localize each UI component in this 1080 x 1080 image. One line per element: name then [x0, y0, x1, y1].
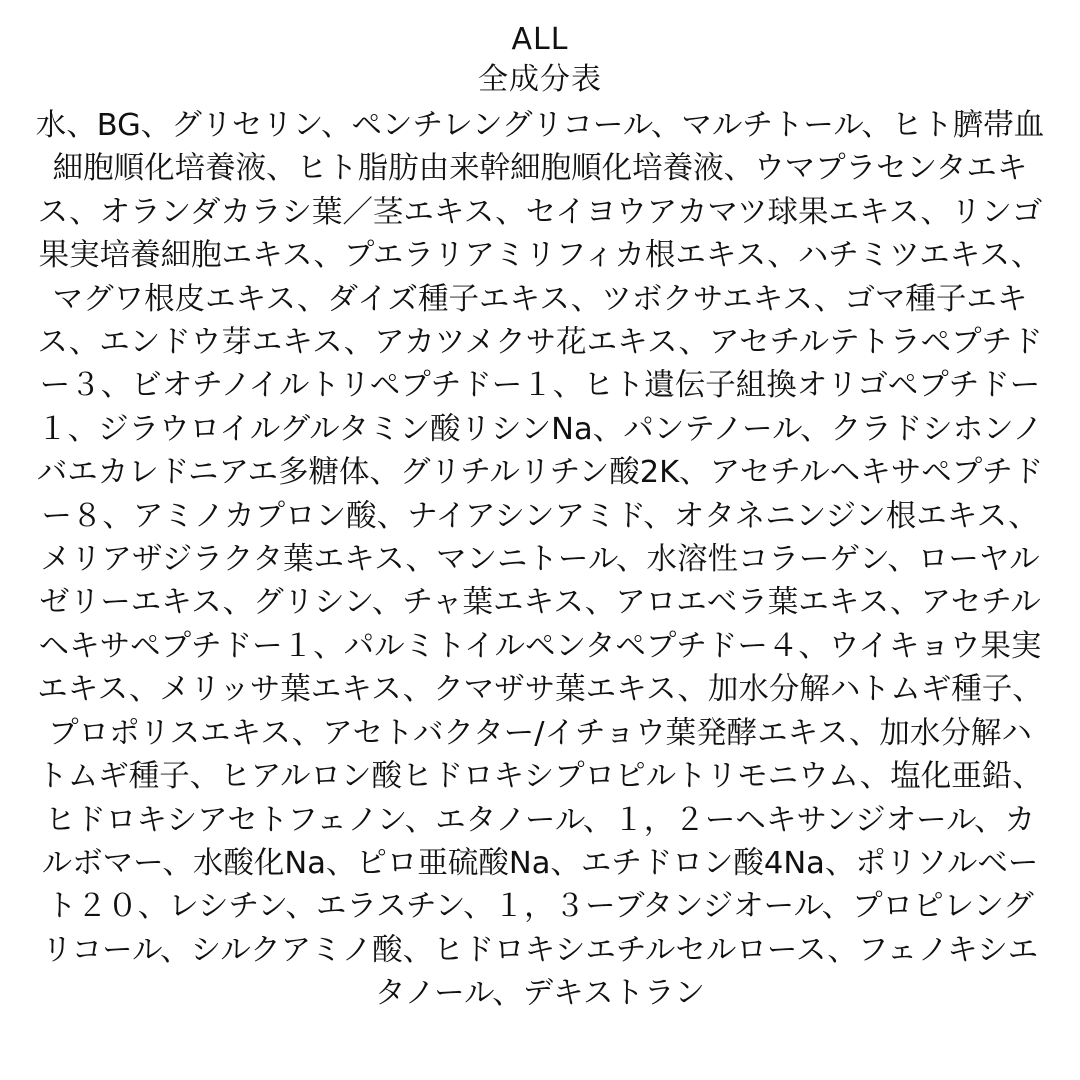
ingredients-text: 水、BG、グリセリン、ペンチレングリコール、マルチトール、ヒト臍帯血細胞順化培養液、ヒト脂肪由来幹細胞順化培養液、ウマプラセンタエキス、オランダカラシ葉／茎エキス、セイヨウアカマツ球果エキス、リンゴ果実培養細胞エキス、プエラリアミリフィカ根エキス、ハチミツエキス、マグワ根皮エキス、ダイズ種子エキス、ツボクサエキス、ゴマ種子エキス、エンドウ芽エキス、アカツメクサ花エキス、アセチルテトラペプチドー３、ビオチノイルトリペプチドー１、ヒト遺伝子組換オリゴペプチドー１、ジラウロイルグルタミン酸リシンNa、パンテノール、クラドシホンノバエカレドニアエ多糖体、グリチルリチン酸2K、アセチルヘキサペプチドー８、アミノカプロン酸、ナイアシンアミド、オタネニンジン根エキス、メリアザジラクタ葉エキス、マンニトール、水溶性コラーゲン、ローヤルゼリーエキス、グリシン、チャ葉エキス、アロエベラ葉エキス、アセチルヘキサペプチドー１、パルミトイルペンタペプチドー４、ウイキョウ果実エキス、メリッサ葉エキス、クマザサ葉エキス、加水分解ハトムギ種子、プロポリスエキス、アセトバクター/イチョウ葉発酵エキス、加水分解ハトムギ種子、ヒアルロン酸ヒドロキシプロピルトリモニウム、塩化亜鉛、ヒドロキシアセトフェノン、エタノール、１，２ーヘキサンジオール、カルボマー、水酸化Na、ピロ亜硫酸Na、エチドロン酸4Na、ポリソルベート２０、レシチン、エラスチン、１，３ーブタンジオール、プロピレングリコール、シルクアミノ酸、ヒドロキシエチルセルロース、フェノキシエタノール、デキストラン [35, 108, 1045, 1012]
list-heading: 全成分表 [478, 62, 602, 97]
product-title: ALL [511, 22, 569, 57]
